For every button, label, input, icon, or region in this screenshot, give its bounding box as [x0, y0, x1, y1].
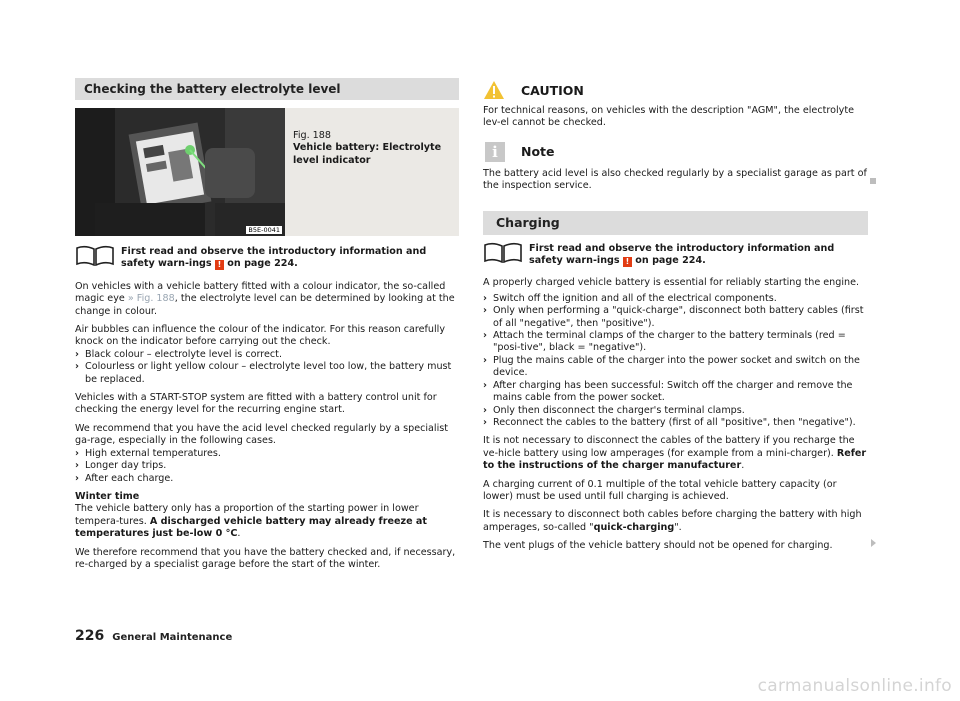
watermark: carmanualsonline.info	[757, 676, 952, 696]
read-first-notice	[75, 246, 459, 271]
section-end-mark	[870, 178, 876, 184]
list-indicator-colours	[75, 349, 459, 386]
page-footer	[75, 628, 232, 644]
left-column	[75, 78, 459, 571]
list-item: › After charging has been successful: Switch off the charger and remove the mains cable from the power socket.	[483, 379, 853, 404]
chevron-right-icon: ›	[483, 379, 487, 391]
chevron-right-icon: ›	[75, 447, 79, 459]
paragraph-charging-intro: A properly charged vehicle battery is essential for reliably starting the engine.	[483, 277, 860, 289]
list-item: › Reconnect the cables to the battery (first of all "positive", then "negative").	[483, 416, 856, 428]
caution-text: For technical reasons, on vehicles with the description "AGM", the electrolyte lev-el cannot be checked.	[483, 105, 854, 129]
chevron-right-icon: ›	[75, 472, 79, 484]
chevron-right-icon: ›	[483, 354, 487, 366]
battery-illustration	[75, 108, 285, 236]
chevron-right-icon: ›	[75, 361, 79, 373]
open-book-icon	[75, 244, 115, 266]
chevron-right-icon: ›	[483, 416, 487, 428]
chevron-right-icon: ›	[483, 305, 487, 317]
caution-title: CAUTION	[521, 82, 584, 98]
list-charging-steps	[483, 293, 868, 429]
list-item: › Only when performing a "quick-charge", disconnect both battery cables (first of all "negative", then "positive").	[483, 305, 864, 329]
open-book-icon	[483, 241, 523, 263]
photo-code: B5E-0041	[248, 226, 280, 234]
page-number: 226	[75, 628, 105, 644]
continue-arrow-icon	[871, 539, 876, 547]
paragraph-winter-recommendation: We therefore recommend that you have the battery checked and, if necessary, re-charged by a specialist garage before the start of the winter.	[75, 546, 456, 570]
list-check-cases	[75, 448, 459, 485]
list-item: › After each charge.	[75, 472, 174, 484]
figure-188	[75, 108, 459, 236]
figure-caption-title: Vehicle battery: Electrolyte level indicator	[293, 142, 442, 166]
paragraph-low-amperage: It is not necessary to disconnect the cables of the battery if you recharge the ve-hicle battery using low amperages (for example from a mini-charger). Refer to the instructions of the charger manufacturer.	[483, 435, 867, 472]
note-heading	[483, 142, 868, 162]
footer-chapter-title: General Maintenance	[112, 632, 233, 643]
info-icon: i	[485, 142, 505, 162]
note-text: The battery acid level is also checked regularly by a specialist garage as part of the inspection service.	[483, 167, 867, 192]
read-first-text: First read and observe the introductory information and safety warn-ings ! on page 224.	[121, 246, 427, 270]
list-item: › Black colour – electrolyte level is correct.	[75, 348, 282, 360]
caution-triangle-icon	[483, 80, 505, 100]
warning-icon: !	[623, 257, 632, 267]
note-title: Note	[521, 144, 555, 160]
paragraph-start-stop: Vehicles with a START-STOP system are fitted with a battery control unit for checking the energy level for the recurring engine start.	[75, 392, 437, 416]
figure-caption	[285, 108, 459, 236]
winter-time-heading: Winter time	[75, 490, 140, 502]
paragraph-charging-current: A charging current of 0.1 multiple of the total vehicle battery capacity (or lower) must be used until full charging is achieved.	[483, 478, 837, 502]
read-first-text: First read and observe the introductory information and safety warn-ings ! on page 224.	[529, 242, 835, 267]
chevron-right-icon: ›	[75, 348, 79, 360]
section-title-charging: Charging	[483, 211, 868, 235]
paragraph-acid-check: We recommend that you have the acid level checked regularly by a specialist ga-rage, especially in the following cases.	[75, 422, 449, 447]
figure-label: Fig. 188	[293, 130, 331, 141]
figure-link[interactable]: » Fig. 188	[127, 293, 175, 305]
list-item: › Longer day trips.	[75, 460, 167, 472]
chevron-right-icon: ›	[483, 292, 487, 304]
chevron-right-icon: ›	[483, 330, 487, 342]
caution-heading	[483, 80, 868, 100]
list-item: › Only then disconnect the charger's terminal clamps.	[483, 404, 745, 416]
list-item: › Attach the terminal clamps of the charger to the battery terminals (red = "posi-tive", black = "negative").	[483, 330, 846, 354]
read-first-notice	[483, 243, 868, 268]
warning-icon: !	[215, 260, 224, 270]
chevron-right-icon: ›	[483, 404, 487, 416]
paragraph-winter: The vehicle battery only has a proportion of the starting power in lower tempera-tures. A discharged vehicle battery may already freeze at temperatures just be-low 0 °C.	[75, 503, 427, 540]
paragraph-quick-charging: It is necessary to disconnect both cables before charging the battery with high amperages, so-called "quick-charging".	[483, 509, 862, 533]
right-column	[483, 78, 868, 553]
section-title-battery-electrolyte: Checking the battery electrolyte level	[75, 78, 459, 100]
paragraph-vent-plugs: The vent plugs of the vehicle battery should not be opened for charging.	[483, 540, 833, 552]
list-item: › Plug the mains cable of the charger into the power socket and switch on the device.	[483, 354, 860, 379]
paragraph-magic-eye: On vehicles with a vehicle battery fitted with a colour indicator, the so-called magic eye » Fig. 188, the electrolyte level can be determined by looking at the change in colour.	[75, 280, 455, 317]
list-item: › Switch off the ignition and all of the electrical components.	[483, 292, 777, 304]
list-item: › Colourless or light yellow colour – electrolyte level too low, the battery must be replaced.	[75, 361, 452, 385]
paragraph-air-bubbles: Air bubbles can influence the colour of the indicator. For this reason carefully knock on the indicator before carrying out the check.	[75, 324, 446, 348]
battery-photo	[75, 108, 285, 236]
list-item: › High external temperatures.	[75, 447, 221, 459]
chevron-right-icon: ›	[75, 460, 79, 472]
